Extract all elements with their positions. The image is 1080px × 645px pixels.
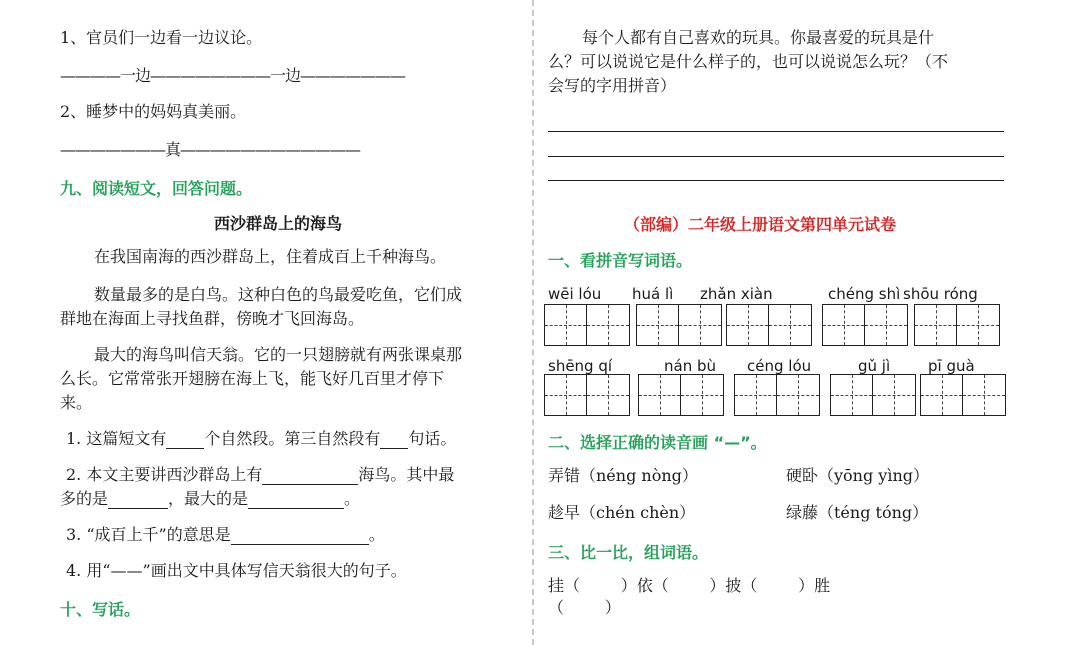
paragraph-3-line-3: 来。 [60, 393, 93, 412]
tian-grid[interactable] [920, 374, 1006, 416]
pinyin-label: nán bù [664, 357, 717, 375]
paragraph-3-line-2: 么长。它常常张开翅膀在海上飞，能飞好几百里才停下 [60, 369, 445, 388]
blank-largest[interactable] [248, 492, 344, 509]
paragraph-2-line-2: 群地在海面上寻找鱼群，傍晚才飞回海岛。 [60, 309, 365, 328]
paragraph-1: 在我国南海的西沙群岛上，住着成百上千种海鸟。 [94, 247, 447, 266]
tian-grid[interactable] [638, 374, 724, 416]
writing-line-1[interactable] [548, 131, 1004, 132]
question-3-part-b: 。 [368, 525, 385, 544]
question-3-part-a: 3. “成百上千”的意思是 [66, 525, 231, 544]
choice-item[interactable]: 弄错（néng nòng） [548, 466, 698, 485]
pinyin-label: pī guà [928, 357, 975, 375]
pinyin-label: zhǎn xiàn [700, 285, 773, 303]
exam-title: （部编）二年级上册语文第四单元试卷 [624, 215, 897, 234]
tian-grid[interactable] [726, 304, 812, 346]
question-2-part-d: ，最大的是 [168, 489, 249, 508]
pinyin-label: shōu róng [903, 285, 978, 303]
tian-grid[interactable] [636, 304, 722, 346]
item2-sentence: 2、睡梦中的妈妈真美丽。 [60, 102, 247, 121]
blank-sentence-count[interactable] [380, 432, 408, 449]
question-2-part-c: 多的是 [60, 489, 109, 508]
question-4: 4. 用“——”画出文中具体写信天翁很大的句子。 [66, 561, 407, 580]
choice-item[interactable]: 绿藤（téng tóng） [786, 503, 929, 522]
pinyin-label: céng lóu [747, 357, 812, 375]
item1-pattern: ————一边————————一边——————— [60, 66, 406, 85]
pinyin-label: wēi lóu [548, 285, 602, 303]
writing-prompt-line-3: 会写的字用拼音） [548, 76, 677, 95]
section-9-heading: 九、阅读短文，回答问题。 [60, 179, 253, 198]
blank-most-numerous[interactable] [108, 492, 168, 509]
pinyin-label: gǔ jì [858, 357, 891, 375]
article-title: 西沙群岛上的海鸟 [214, 214, 343, 233]
tian-grid[interactable] [544, 304, 630, 346]
question-2-part-b: 海鸟。其中最 [358, 465, 455, 484]
item2-pattern: ———————真———————————— [60, 140, 361, 159]
pinyin-label: huá lì [632, 285, 674, 303]
question-1-part-c: 句话。 [408, 429, 457, 448]
writing-line-2[interactable] [548, 156, 1004, 157]
compare-words-line-2[interactable]: （ ） [548, 598, 621, 617]
blank-paragraph-count[interactable] [166, 432, 204, 449]
section-3-heading: 三、比一比，组词语。 [548, 543, 709, 562]
blank-seabird-count[interactable] [262, 468, 358, 485]
section-1-heading: 一、看拼音写词语。 [548, 251, 693, 270]
question-2-part-a: 2. 本文主要讲西沙群岛上有 [66, 465, 263, 484]
choice-item[interactable]: 硬卧（yōng yìng） [786, 466, 930, 485]
choice-item[interactable]: 趁早（chén chèn） [548, 503, 696, 522]
item1-sentence: 1、官员们一边看一边议论。 [60, 28, 263, 47]
paragraph-2-line-1: 数量最多的是白鸟。这种白色的鸟最爱吃鱼，它们成 [94, 285, 463, 304]
tian-grid[interactable] [822, 304, 908, 346]
question-1-part-b: 个自然段。第三自然段有 [204, 429, 381, 448]
section-2-heading: 二、选择正确的读音画 “—”。 [548, 433, 767, 452]
compare-words-line-1[interactable]: 挂（ ）依（ ）披（ ）胜 [548, 576, 831, 595]
tian-grid[interactable] [544, 374, 630, 416]
question-2-part-e: 。 [344, 489, 361, 508]
question-3 [66, 525, 385, 545]
pinyin-label: shēng qí [548, 357, 613, 375]
page-divider [532, 0, 534, 645]
paragraph-3-line-1: 最大的海鸟叫信天翁。它的一只翅膀就有两张课桌那 [94, 345, 463, 364]
writing-prompt-line-1: 每个人都有自己喜欢的玩具。你最喜爱的玩具是什 [582, 28, 935, 47]
writing-line-3[interactable] [548, 180, 1004, 181]
writing-prompt-line-2: 么？可以说说它是什么样子的，也可以说说怎么玩？（不 [548, 52, 949, 71]
question-1 [66, 429, 456, 449]
tian-grid[interactable] [914, 304, 1000, 346]
question-2-line-2 [60, 489, 360, 509]
blank-meaning[interactable] [231, 528, 369, 545]
section-10-heading: 十、写话。 [60, 600, 141, 619]
question-1-part-a: 1. 这篇短文有 [66, 429, 167, 448]
tian-grid[interactable] [830, 374, 916, 416]
pinyin-label: chéng shì [828, 285, 901, 303]
question-2-line-1 [66, 465, 454, 485]
tian-grid[interactable] [734, 374, 820, 416]
